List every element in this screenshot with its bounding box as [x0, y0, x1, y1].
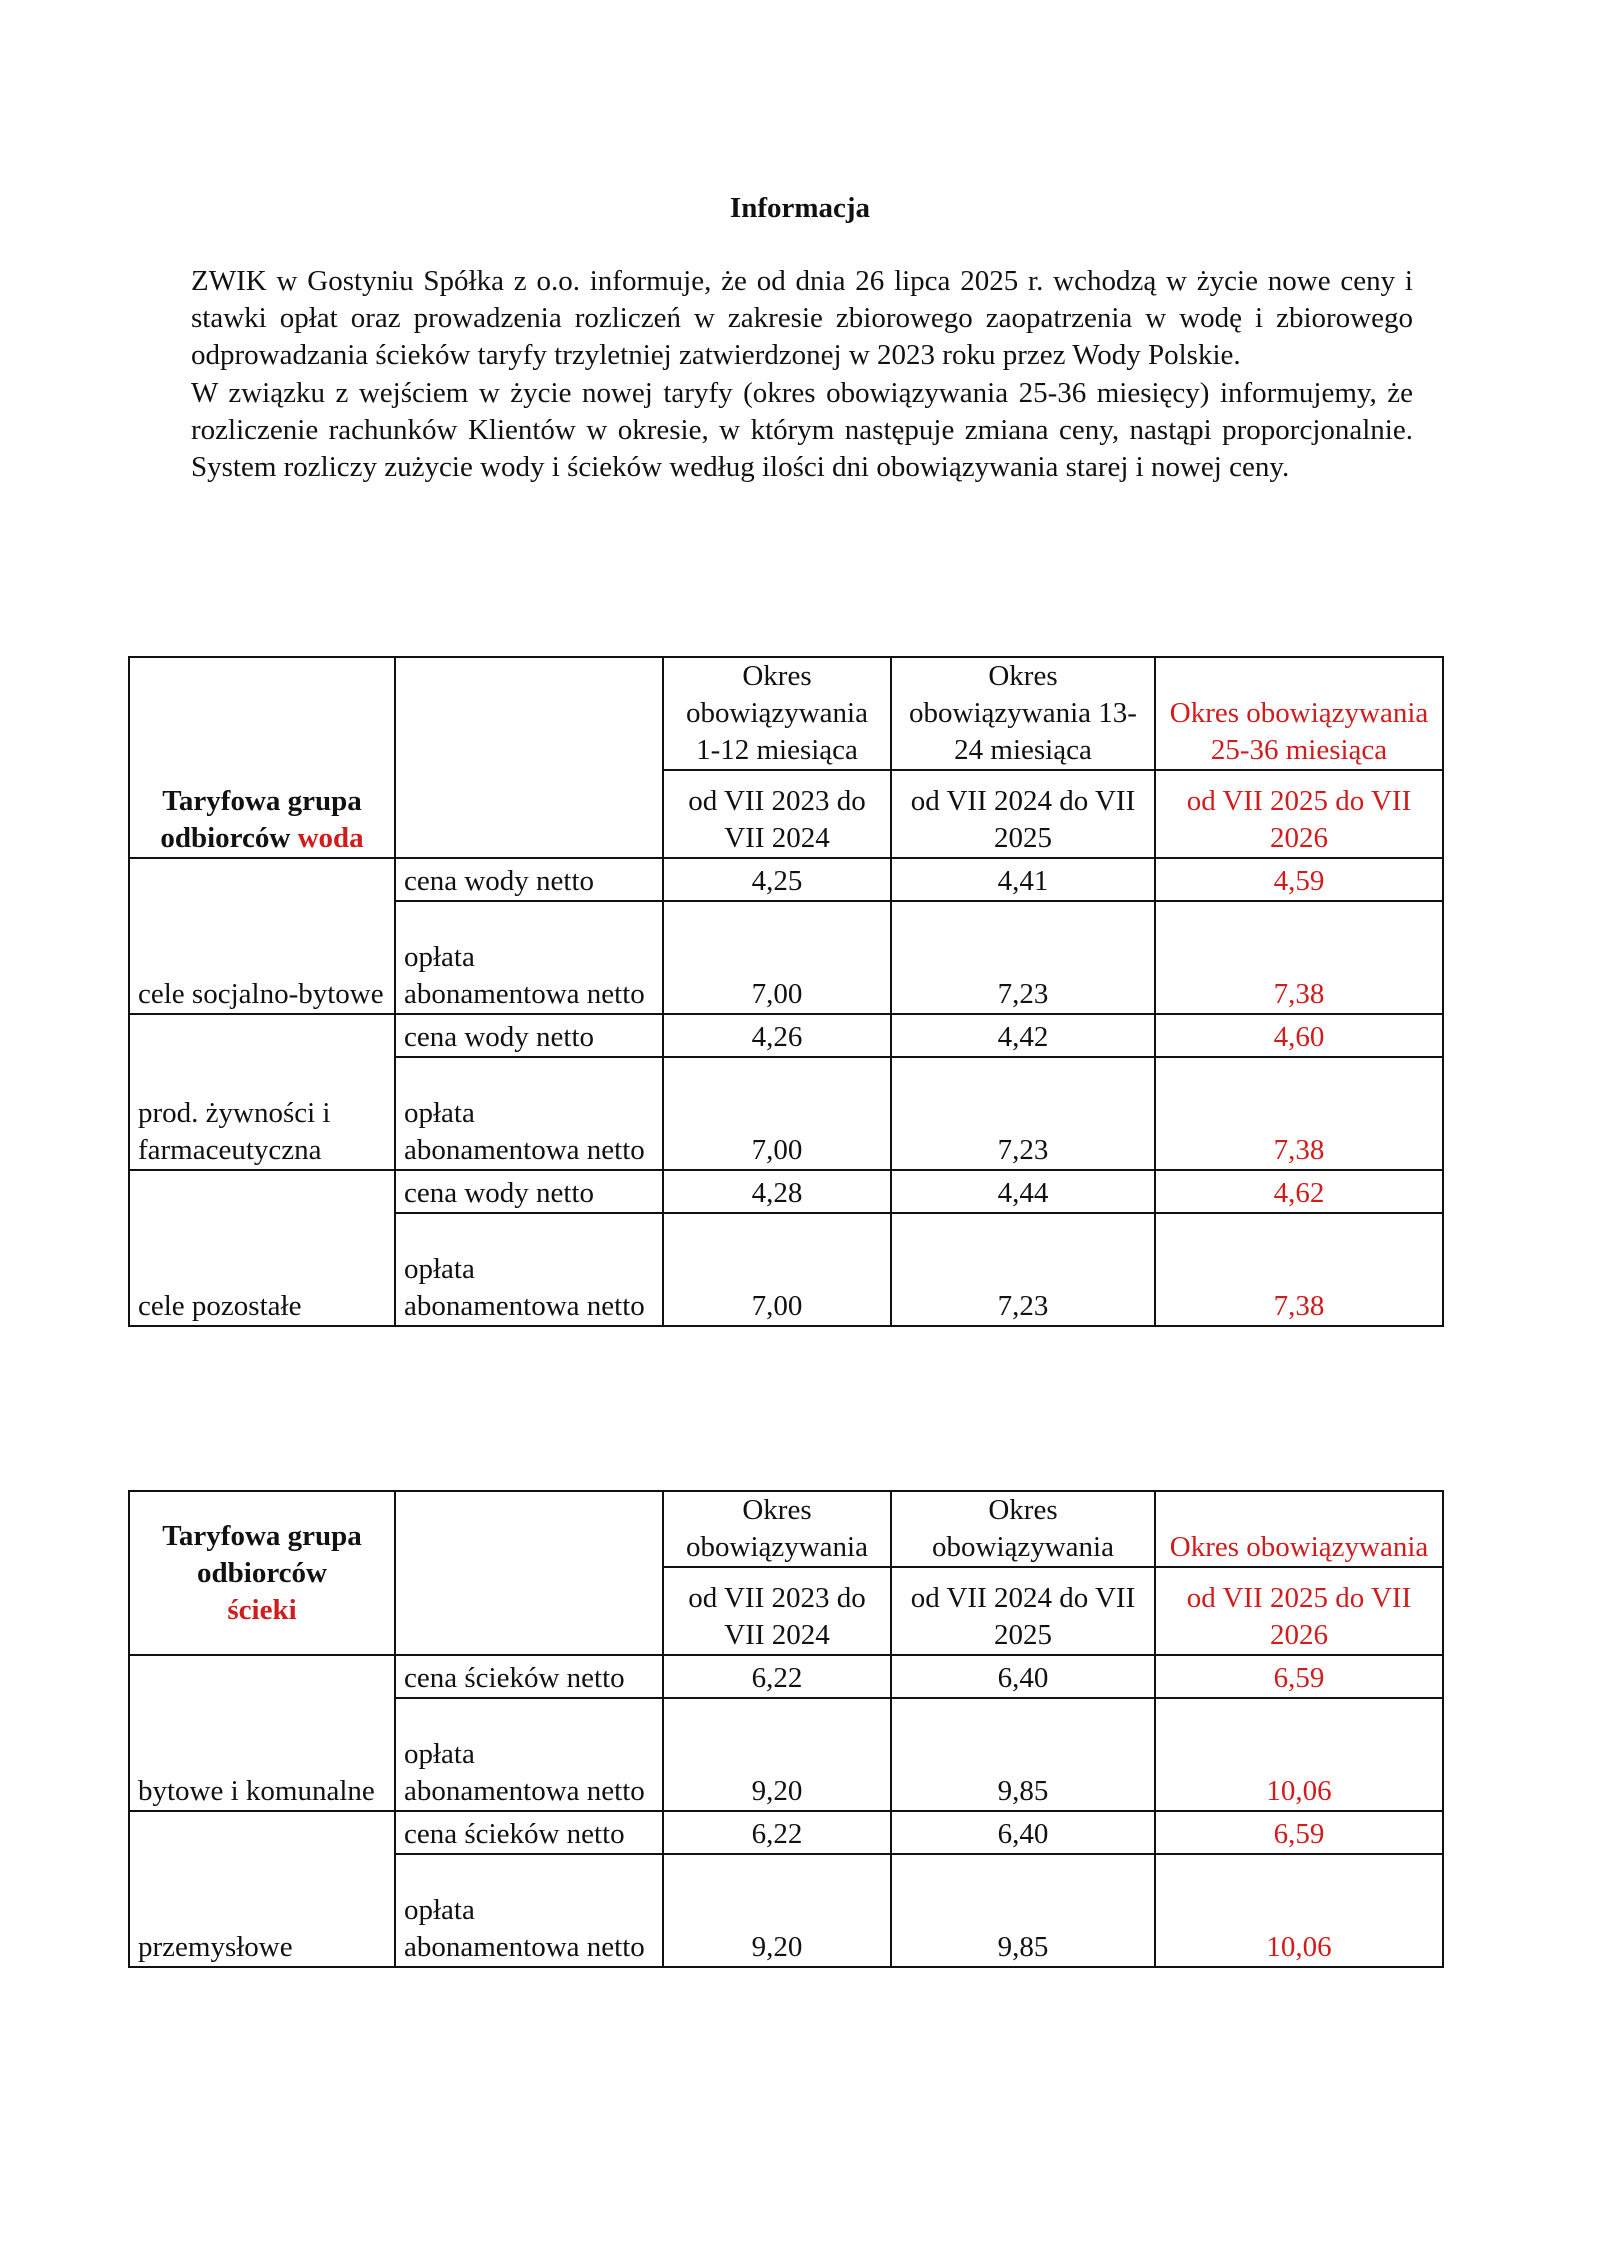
- fee-value: 7,23: [891, 901, 1155, 1014]
- period-2-range: od VII 2024 do VII 2025: [891, 770, 1155, 858]
- period-1-label: Okres obowiązywania: [663, 1491, 891, 1567]
- period-2-label: Okres obowiązywania 13-24 miesiąca: [891, 657, 1155, 770]
- period-2-label: Okres obowiązywania: [891, 1491, 1155, 1567]
- period-1-label: Okres obowiązywania 1-12 miesiąca: [663, 657, 891, 770]
- price-value: 6,22: [663, 1811, 891, 1854]
- fee-value-new: 7,38: [1155, 1057, 1443, 1170]
- price-value-new: 4,59: [1155, 858, 1443, 901]
- group-header: Taryfowa grupa odbiorców woda: [129, 657, 395, 858]
- fee-value: 7,00: [663, 1057, 891, 1170]
- price-label: cena wody netto: [395, 858, 663, 901]
- period-2-range: od VII 2024 do VII 2025: [891, 1567, 1155, 1655]
- intro-paragraph-1: ZWIK w Gostyniu Spółka z o.o. informuje, że od dnia 26 lipca 2025 r. wchodzą w życie nowe ceny i stawki opłat oraz prowadzenia rozliczeń w zakresie zbiorowego zaopatrzenia w wodę i zbiorowego odprowadzania ścieków taryfy trzyletniej zatwierdzonej w 2023 roku przez Wody Polskie.: [191, 265, 1413, 372]
- period-1-range: od VII 2023 do VII 2024: [663, 1567, 891, 1655]
- intro-paragraph-2: W związku z wejściem w życie nowej taryfy (okres obowiązywania 25-36 miesięcy) informujemy, że rozliczenie rachunków Klientów w okresie, w którym następuje zmiana ceny, nastąpi proporcjonalnie. System rozliczy zużycie wody i ścieków według ilości dni obowiązywania starej i nowej ceny.: [191, 376, 1413, 484]
- group-name: bytowe i komunalne: [129, 1655, 395, 1811]
- fee-value: 7,23: [891, 1057, 1155, 1170]
- price-value: 4,25: [663, 858, 891, 901]
- group-name: cele pozostałe: [129, 1170, 395, 1326]
- period-3-label: Okres obowiązywania 25-36 miesiąca: [1155, 657, 1443, 770]
- price-value: 6,40: [891, 1655, 1155, 1698]
- fee-value: 9,85: [891, 1854, 1155, 1967]
- fee-value-new: 10,06: [1155, 1854, 1443, 1967]
- empty-header-cell: [395, 1491, 663, 1655]
- group-header-accent: woda: [297, 822, 364, 854]
- price-value-new: 6,59: [1155, 1655, 1443, 1698]
- fee-value: 7,00: [663, 901, 891, 1014]
- price-value: 4,26: [663, 1014, 891, 1057]
- group-name: cele socjalno-bytowe: [129, 858, 395, 1014]
- group-header: Taryfowa grupa odbiorców ścieki: [129, 1491, 395, 1655]
- fee-value-new: 7,38: [1155, 901, 1443, 1014]
- group-header-accent: ścieki: [227, 1593, 297, 1626]
- fee-value: 9,20: [663, 1698, 891, 1811]
- water-tariff-table: [128, 656, 1444, 1327]
- fee-value: 7,00: [663, 1213, 891, 1326]
- empty-header-cell: [395, 657, 663, 858]
- period-3-range: od VII 2025 do VII 2026: [1155, 770, 1443, 858]
- sewage-tariff-table: [128, 1490, 1444, 1968]
- price-value: 4,42: [891, 1014, 1155, 1057]
- period-3-label: Okres obowiązywania: [1155, 1491, 1443, 1567]
- fee-label: opłata abonamentowa netto: [395, 1698, 663, 1811]
- page-title: Informacja: [729, 192, 871, 224]
- fee-label: opłata abonamentowa netto: [395, 901, 663, 1014]
- price-value-new: 6,59: [1155, 1811, 1443, 1854]
- fee-value: 9,85: [891, 1698, 1155, 1811]
- price-value: 6,22: [663, 1655, 891, 1698]
- fee-value-new: 7,38: [1155, 1213, 1443, 1326]
- price-value-new: 4,60: [1155, 1014, 1443, 1057]
- fee-label: opłata abonamentowa netto: [395, 1057, 663, 1170]
- intro-text: [191, 263, 1413, 486]
- price-label: cena ścieków netto: [395, 1811, 663, 1854]
- price-value: 4,44: [891, 1170, 1155, 1213]
- period-3-range: od VII 2025 do VII 2026: [1155, 1567, 1443, 1655]
- fee-value: 7,23: [891, 1213, 1155, 1326]
- fee-label: opłata abonamentowa netto: [395, 1213, 663, 1326]
- price-label: cena wody netto: [395, 1014, 663, 1057]
- price-value: 6,40: [891, 1811, 1155, 1854]
- price-label: cena wody netto: [395, 1170, 663, 1213]
- price-label: cena ścieków netto: [395, 1655, 663, 1698]
- period-1-range: od VII 2023 do VII 2024: [663, 770, 891, 858]
- group-name: prod. żywności i farmaceutyczna: [129, 1014, 395, 1170]
- price-value: 4,41: [891, 858, 1155, 901]
- group-name: przemysłowe: [129, 1811, 395, 1967]
- price-value-new: 4,62: [1155, 1170, 1443, 1213]
- fee-label: opłata abonamentowa netto: [395, 1854, 663, 1967]
- fee-value-new: 10,06: [1155, 1698, 1443, 1811]
- fee-value: 9,20: [663, 1854, 891, 1967]
- price-value: 4,28: [663, 1170, 891, 1213]
